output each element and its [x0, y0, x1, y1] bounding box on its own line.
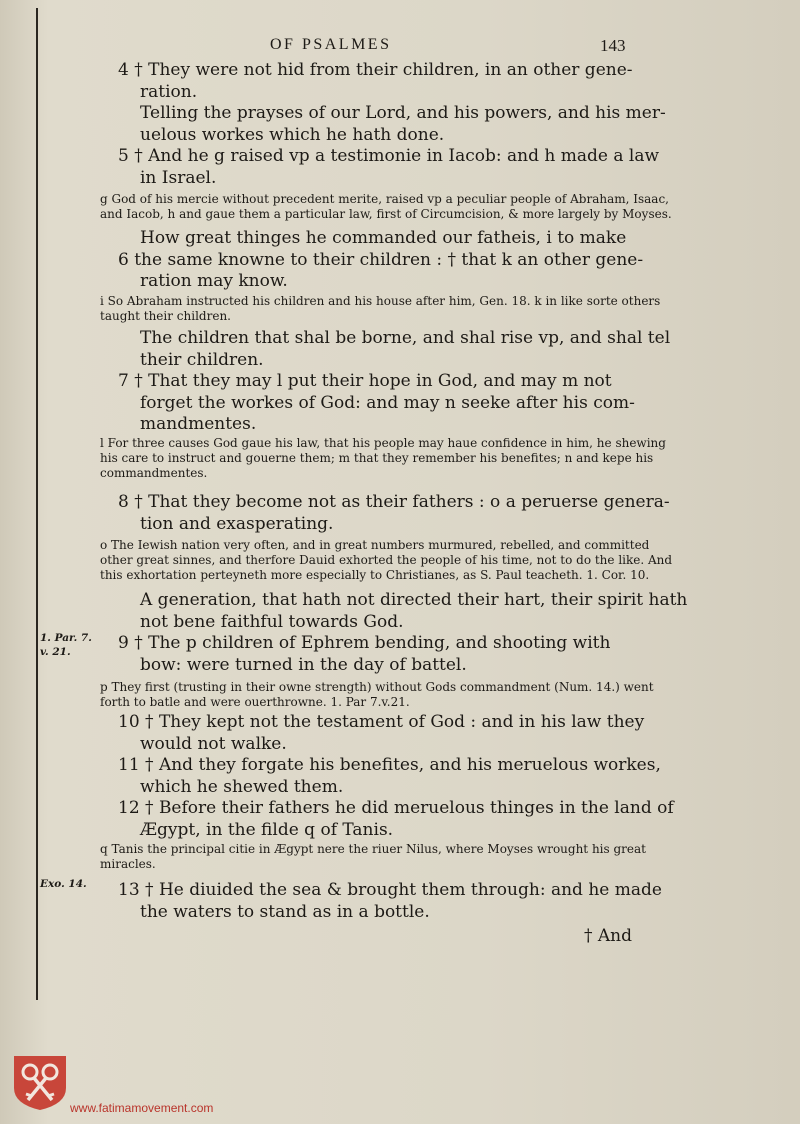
papal-keys-logo-icon — [12, 1054, 68, 1112]
verse-line: ration may know. — [140, 271, 288, 291]
verse-line: the waters to stand as in a bottle. — [140, 901, 430, 922]
note-line: his care to instruct and gouerne them; m that they remember his benefites; n and kepe his — [100, 451, 654, 465]
verse-block — [118, 712, 674, 841]
verse-line: their children. — [140, 349, 264, 370]
verse-line: 4 † They were not hid from their children, in an other gene- — [118, 60, 633, 80]
running-head — [0, 36, 800, 60]
footnote — [100, 538, 762, 583]
verse-line: 11 † And they forgate his benefites, and his meruelous workes, — [118, 755, 661, 775]
verse-line: A generation, that hath not directed their hart, their spirit hath — [140, 590, 688, 610]
note-line: taught their children. — [100, 309, 231, 323]
verse-block — [118, 146, 658, 189]
verse-line: 9 † The p children of Ephrem bending, and shooting with — [118, 633, 611, 653]
website-link[interactable]: www.fatimamovement.com — [70, 1101, 214, 1115]
verse-line: The children that shal be borne, and shal rise vp, and shal tel — [140, 328, 671, 348]
verse-block — [118, 492, 670, 535]
verse-block — [118, 228, 658, 293]
note-line: forth to batle and were ouerthrowne. 1. Par 7.v.21. — [100, 695, 410, 709]
verse-line: ration. — [140, 81, 198, 102]
note-line: p They first (trusting in their owne strength) without Gods commandment (Num. 14.) went — [100, 680, 654, 694]
verse-line: mandmentes. — [140, 414, 257, 434]
note-line: i So Abraham instructed his children and his house after him, Gen. 18. k in like sorte others — [100, 294, 661, 308]
note-line: other great sinnes, and therfore Dauid exhorted the people of his time, not to do the like. And — [100, 553, 673, 567]
verse-block — [118, 590, 688, 676]
verse-block — [118, 880, 662, 923]
verse-line: 5 † And he g raised vp a testimonie in Iacob: and h made a law — [118, 146, 660, 166]
footnote — [100, 436, 762, 481]
margin-note: v. 21. — [40, 646, 71, 658]
verse-line: not bene faithful towards God. — [140, 611, 404, 632]
verse-line: 7 † That they may l put their hope in God, and may m not — [118, 371, 612, 391]
margin-note: Exo. 14. — [40, 878, 87, 890]
verse-line: Ægypt, in the filde q of Tanis. — [140, 819, 394, 840]
verse-line: 10 † They kept not the testament of God : and in his law they — [118, 712, 645, 732]
verse-line: would not walke. — [140, 733, 287, 754]
note-line: commandmentes. — [100, 466, 208, 480]
note-line: g God of his mercie without precedent merite, raised vp a peculiar people of Abraham, Isaac, — [100, 192, 669, 206]
note-line: o The Iewish nation very often, and in great numbers murmured, rebelled, and committed — [100, 538, 650, 552]
note-line: miracles. — [100, 857, 156, 871]
note-line: l For three causes God gaue his law, that his people may haue confidence in him, he shewing — [100, 436, 666, 450]
footnote — [100, 842, 762, 872]
verse-line: bow: were turned in the day of battel. — [140, 654, 467, 675]
verse-line: 13 † He diuided the sea & brought them through: and he made — [118, 880, 662, 900]
verse-line: uelous workes which he hath done. — [140, 124, 445, 145]
page-title: OF PSALMES — [270, 36, 392, 53]
catchword: † And — [584, 926, 633, 946]
note-line: q Tanis the principal citie in Ægypt nere the riuer Nilus, where Moyses wrought his great — [100, 842, 646, 856]
verse-line: How great thinges he commanded our fatheis, i to make — [140, 228, 627, 248]
margin-note: 1. Par. 7. — [40, 632, 92, 644]
verse-line: 6 the same knowne to their children : † that k an other gene- — [118, 249, 644, 270]
note-line: and Iacob, h and gaue them a particular law, first of Circumcision, & more largely by Moyses. — [100, 207, 672, 221]
verse-line: forget the workes of God: and may n seeke after his com- — [140, 392, 635, 413]
note-line: this exhortation perteyneth more especially to Christianes, as S. Paul teacheth. 1. Cor. 10. — [100, 568, 650, 582]
footnote — [100, 680, 762, 710]
verse-line: 12 † Before their fathers he did meruelous thinges in the land of — [118, 798, 674, 818]
margin-rule — [36, 8, 38, 1000]
verse-line: tion and exasperating. — [140, 513, 334, 534]
verse-line: Telling the prayses of our Lord, and his powers, and his mer- — [140, 103, 666, 123]
verse-line: in Israel. — [140, 167, 217, 188]
page-number: 143 — [600, 36, 626, 55]
footnote — [100, 192, 762, 222]
verse-block — [118, 60, 666, 146]
footnote — [100, 294, 762, 324]
verse-line: which he shewed them. — [140, 776, 344, 797]
verse-line: 8 † That they become not as their fathers : o a peruerse genera- — [118, 492, 670, 512]
verse-block — [118, 328, 671, 436]
